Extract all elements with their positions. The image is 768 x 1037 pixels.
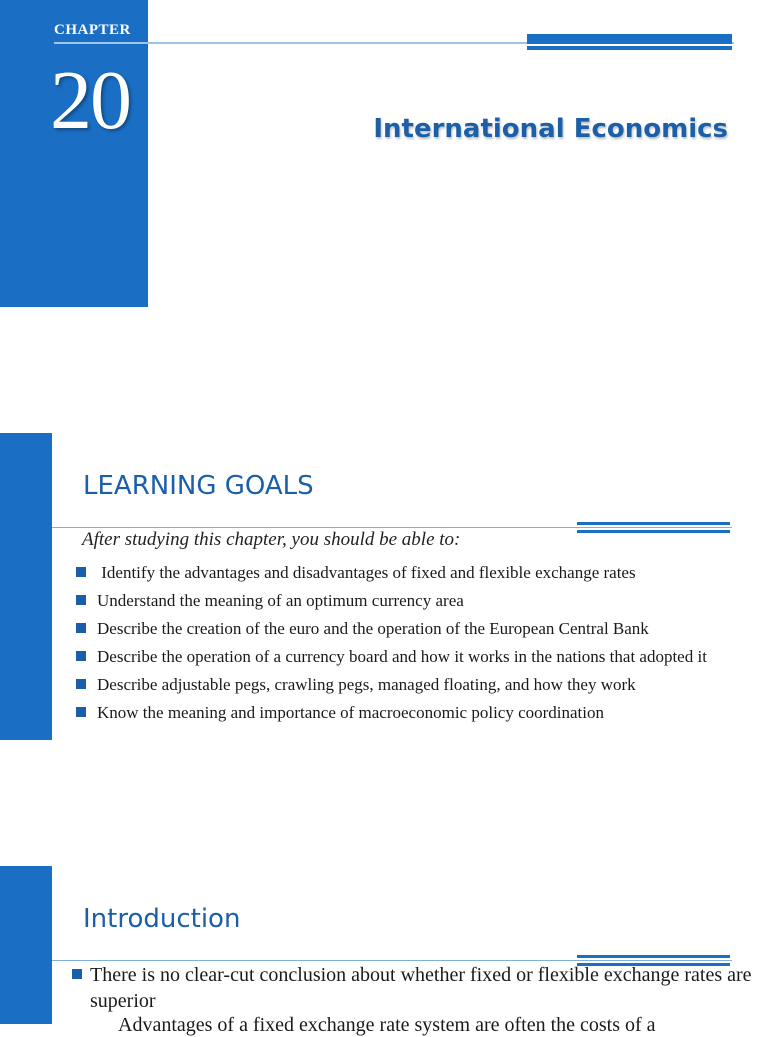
intro-text: After studying this chapter, you should be able to: <box>82 529 461 550</box>
square-bullet-icon <box>76 567 86 577</box>
list-item: Identify the advantages and disadvantages of fixed and flexible exchange rates <box>76 561 746 584</box>
header-double-bar <box>527 34 732 50</box>
square-bullet-icon <box>76 623 86 633</box>
chapter-sidebar <box>0 0 148 307</box>
page-title: LEARNING GOALS <box>83 471 314 501</box>
list-item: Describe the operation of a currency board and how it works in the nations that adopted it <box>76 645 746 668</box>
sub-list-item: Advantages of a fixed exchange rate system are often the costs of a <box>118 1014 656 1036</box>
learning-goals-slide <box>0 433 768 833</box>
square-bullet-icon <box>76 595 86 605</box>
square-bullet-icon <box>76 651 86 661</box>
chapter-number: 20 <box>50 54 130 147</box>
slide-sidebar <box>0 866 52 1024</box>
page-title: Introduction <box>83 904 241 934</box>
heading-double-bar <box>577 522 730 533</box>
square-bullet-icon <box>72 969 82 979</box>
list-item: Know the meaning and importance of macroeconomic policy coordination <box>76 701 746 724</box>
list-item: Describe adjustable pegs, crawling pegs, managed floating, and how they work <box>76 673 746 696</box>
square-bullet-icon <box>76 707 86 717</box>
introduction-slide <box>0 866 768 1036</box>
cover-slide <box>0 0 768 340</box>
intro-list <box>72 962 752 1014</box>
list-item: There is no clear-cut conclusion about whether fixed or flexible exchange rates are superior <box>72 962 752 1014</box>
list-item: Describe the creation of the euro and the operation of the European Central Bank <box>76 617 746 640</box>
slide-sidebar <box>0 433 52 740</box>
chapter-title: International Economics <box>373 114 728 144</box>
chapter-label: CHAPTER <box>54 22 131 38</box>
list-item: Understand the meaning of an optimum currency area <box>76 589 746 612</box>
square-bullet-icon <box>76 679 86 689</box>
goals-list <box>76 561 746 729</box>
